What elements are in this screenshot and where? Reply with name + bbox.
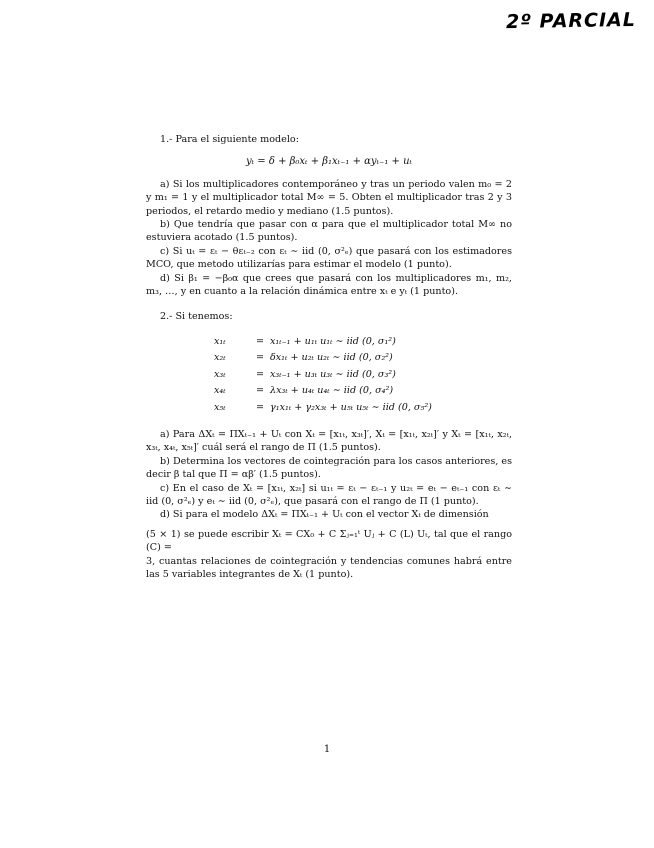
question-1-intro: 1.- Para el siguiente modelo: xyxy=(160,134,299,145)
page-number: 1 xyxy=(323,744,331,755)
question-1d: d) Si β₁ = −β₀α que crees que pasará con los multiplicadores m₁, m₂, m₃, …, y en cuanto a la relación dinámica entre xₜ e yₜ (1 punto). xyxy=(146,272,512,298)
equation-rhs: λx₃ₜ + u₄ₜ u₄ₜ ∼ iid (0, σ₄²) xyxy=(270,385,394,397)
equation-rhs: x₃ₜ₋₁ + u₃ₜ u₃ₜ ∼ iid (0, σ₃²) xyxy=(270,368,396,380)
question-2-intro: 2.- Si tenemos: xyxy=(160,311,233,323)
equation-rhs: δx₁ₜ + u₂ₜ u₂ₜ ∼ iid (0, σ₂²) xyxy=(270,352,393,364)
question-1a: a) Si los multiplicadores contemporáneo y tras un periodo valen m₀ = 2 y m₁ = 1 y el multiplicador total M∞ = 5. Obten el multiplicador tras 2 y 3 periodos, el retardo medio y mediano (1.5 puntos). xyxy=(146,178,512,217)
equation-lhs: x₃ₜ xyxy=(214,368,226,380)
equation-row: x₁ₜ = x₁ₜ₋₁ + u₁ₜ u₁ₜ ∼ iid (0, σ₁²) xyxy=(214,334,512,350)
equation-row: x₅ₜ = γ₁x₁ₜ + γ₂x₃ₜ + u₅ₜ u₅ₜ ∼ iid (0, σ₅²) xyxy=(214,400,512,416)
equation-lhs: x₂ₜ xyxy=(214,352,226,364)
equation-rhs: γ₁x₁ₜ + γ₂x₃ₜ + u₅ₜ u₅ₜ ∼ iid (0, σ₅²) xyxy=(270,401,432,413)
exam-content xyxy=(146,133,512,581)
equation-row: x₂ₜ = δx₁ₜ + u₂ₜ u₂ₜ ∼ iid (0, σ₂²) xyxy=(214,350,512,366)
question-1c: c) Si uₜ = εₜ − θεₜ₋₂ con εₜ ∼ iid (0, σ²ₑ) que pasará con los estimadores MCO, que metodo utilizarías para estimar el modelo (1 punto). xyxy=(146,245,512,271)
question-2a: a) Para ΔXₜ = ΠXₜ₋₁ + Uₜ con Xₜ = [x₁ₜ, x₃ₜ]′, Xₜ = [x₁ₜ, x₂ₜ]′ y Xₜ = [x₁ₜ, x₂ₜ, x₃ₜ, x₄ₜ, x₅ₜ]′ cuál será el rango de Π (1.5 puntos). xyxy=(146,428,512,454)
handwritten-annotation: 2º PARCIAL xyxy=(505,8,637,34)
model-equation: yₜ = δ + β₀xₜ + β₁xₜ₋₁ + αyₜ₋₁ + uₜ xyxy=(246,156,412,168)
equation-rhs: x₁ₜ₋₁ + u₁ₜ u₁ₜ ∼ iid (0, σ₁²) xyxy=(270,335,396,347)
equation-lhs: x₄ₜ xyxy=(214,385,226,397)
equation-row: x₃ₜ = x₃ₜ₋₁ + u₃ₜ u₃ₜ ∼ iid (0, σ₃²) xyxy=(214,367,512,383)
question-2b: b) Determina los vectores de cointegración para los casos anteriores, es decir β tal que Π = αβ′ (1.5 puntos). xyxy=(146,455,512,481)
equation-system xyxy=(214,334,512,416)
question-2d: d) Si para el modelo ΔXₜ = ΠXₜ₋₁ + Uₜ con el vector Xₜ de dimensión xyxy=(160,509,489,521)
question-2d-end: 3, cuantas relaciones de cointegración y tendencias comunes habrá entre las 5 variables integrantes de Xₜ (1 punto). xyxy=(146,555,512,580)
equation-row: x₄ₜ = λx₃ₜ + u₄ₜ u₄ₜ ∼ iid (0, σ₄²) xyxy=(214,383,512,399)
equation-lhs: x₅ₜ xyxy=(214,401,226,413)
equation-lhs: x₁ₜ xyxy=(214,335,226,347)
question-1b: b) Que tendría que pasar con α para que el multiplicador total M∞ no estuviera acotado (1.5 puntos). xyxy=(146,219,512,244)
question-2d-formula: (5 × 1) se puede escribir Xₜ = CX₀ + C Σⱼ₌₁ᵗ Uⱼ + C (L) Uₜ, tal que el rango (C) = xyxy=(146,528,512,554)
question-2c: c) En el caso de Xₜ = [x₁ₜ, x₂ₜ] si u₁ₜ = εₜ − εₜ₋₁ y u₂ₜ = eₜ − eₜ₋₁ con εₜ ∼ iid (0, σ²ₑ) y eₜ ∼ iid (0, σ²ₑ), que pasará con el rango de Π (1 punto). xyxy=(146,482,512,507)
